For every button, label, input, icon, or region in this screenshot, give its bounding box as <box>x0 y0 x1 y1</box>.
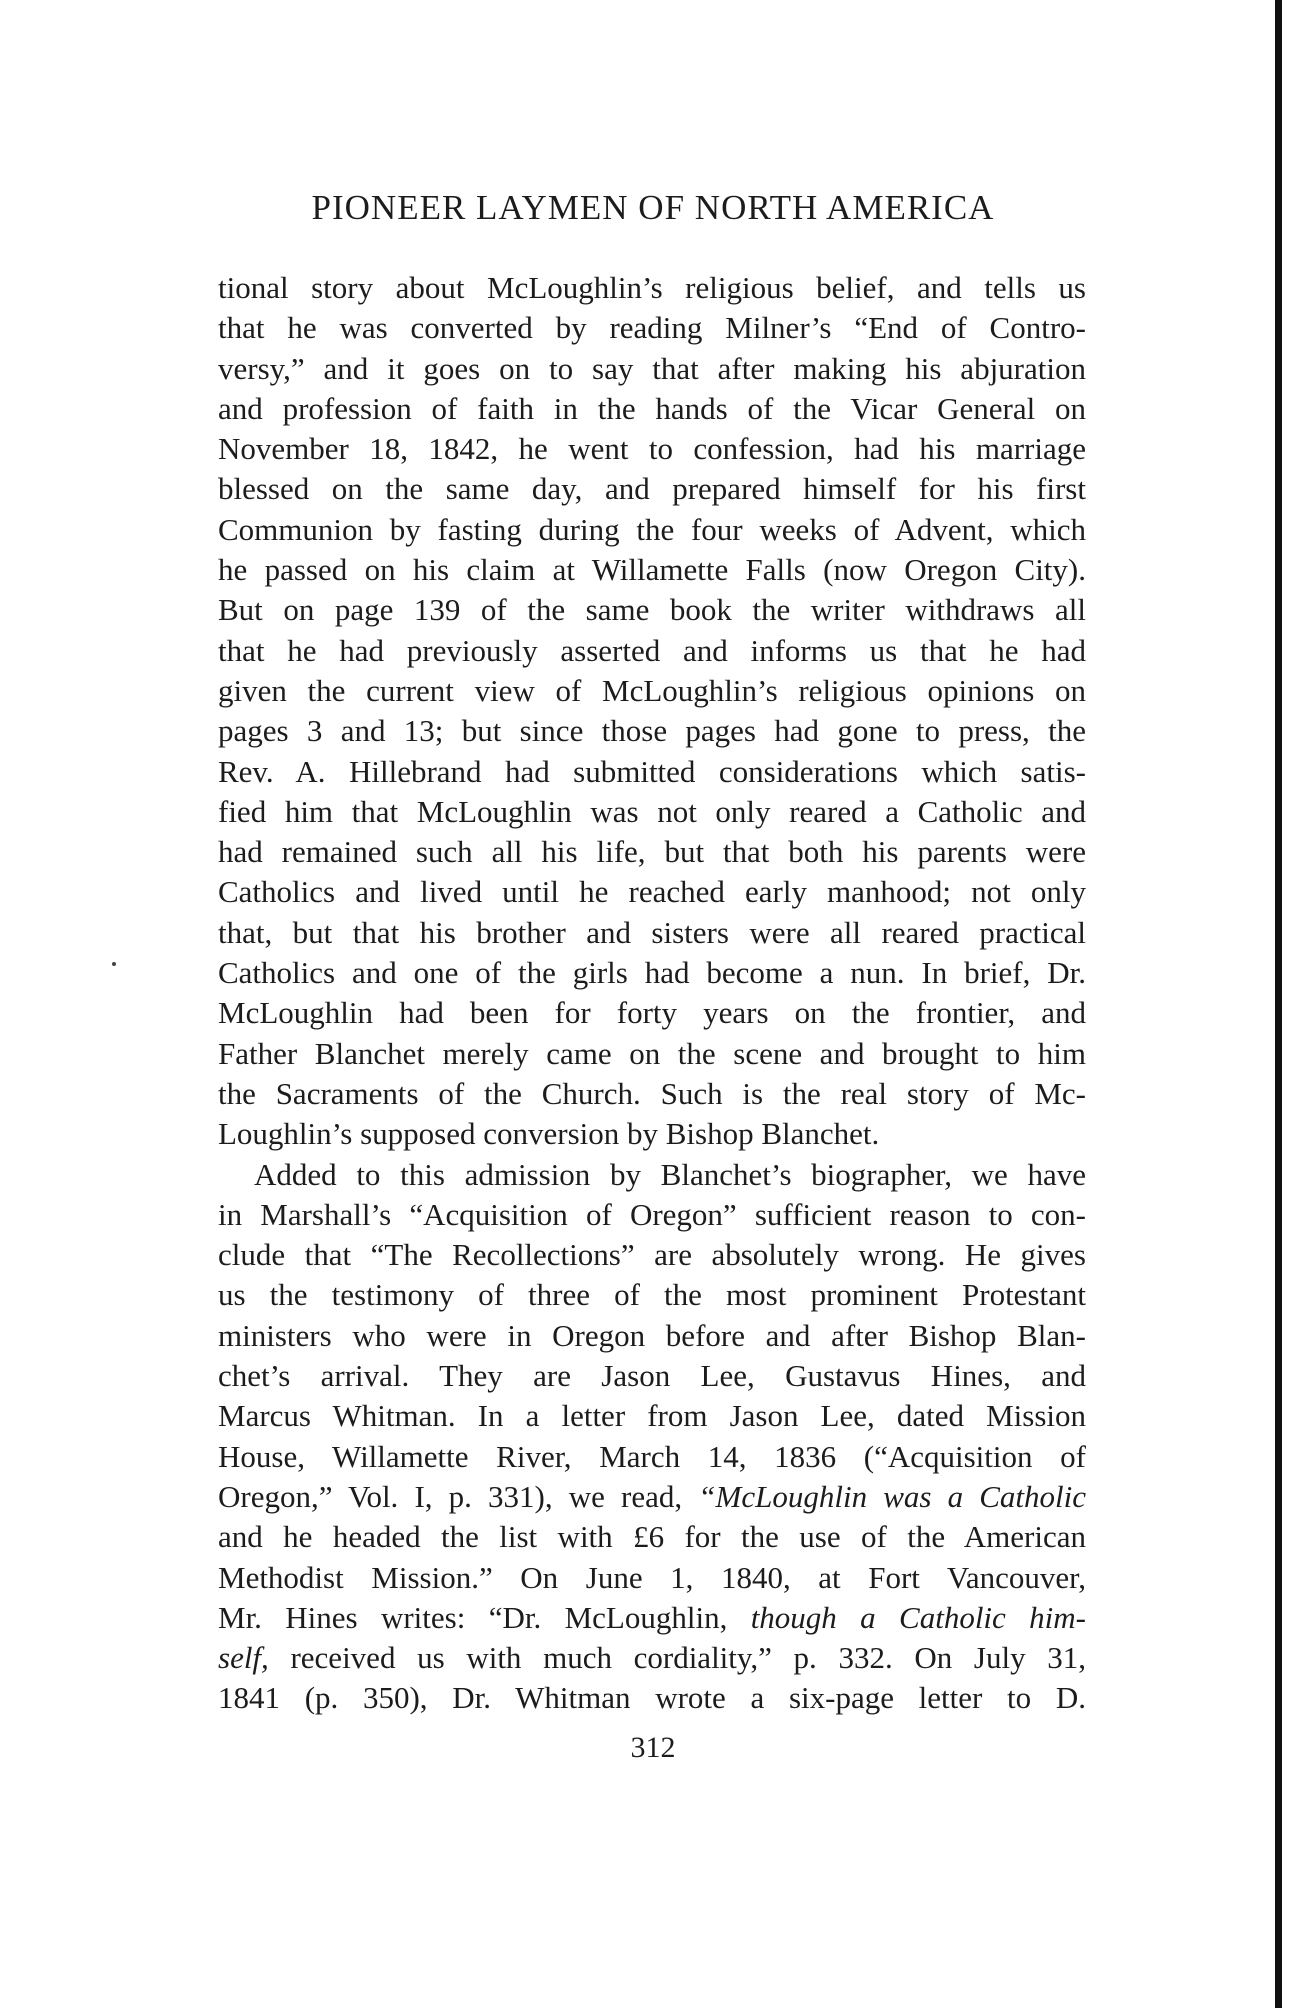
text-line: Added to this admission by Blanchet’s biographer, we have <box>254 1156 1086 1192</box>
line-segment: Mr. Hines writes: “Dr. McLoughlin, <box>218 1599 751 1635</box>
text-line: Methodist Mission.” On June 1, 1840, at Fort Vancouver, <box>218 1559 1086 1595</box>
text-line <box>218 1598 1086 1638</box>
text-line: given the current view of McLoughlin’s religious opinions on <box>218 672 1086 708</box>
text-line: Rev. A. Hillebrand had submitted considerations which satis- <box>218 753 1086 789</box>
text-line: that, but that his brother and sisters were all reared practical <box>218 914 1086 950</box>
text-line: Catholics and one of the girls had become a nun. In brief, Dr. <box>218 955 1086 991</box>
text-line: 1841 (p. 350), Dr. Whitman wrote a six-page letter to D. <box>218 1680 1086 1716</box>
page-edge-shadow <box>1275 0 1282 2008</box>
text-line: blessed on the same day, and prepared himself for his first <box>218 471 1086 507</box>
text-line: and he headed the list with £6 for the use of the American <box>218 1519 1086 1555</box>
text-line: ministers who were in Oregon before and after Bishop Blan- <box>218 1317 1086 1353</box>
text-line: Catholics and lived until he reached early manhood; not only <box>218 874 1086 910</box>
text-line: tional story about McLoughlin’s religious belief, and tells us <box>218 270 1086 305</box>
line-segment: received us with much cordiality,” p. 332. On July 31, <box>268 1640 1086 1676</box>
text-line: he passed on his claim at Willamette Falls (now Oregon City). <box>218 552 1086 588</box>
text-line <box>218 1638 1086 1678</box>
text-line: pages 3 and 13; but since those pages had gone to press, the <box>218 713 1086 749</box>
text-line: and profession of faith in the hands of the Vicar General on <box>218 390 1086 426</box>
text-line: But on page 139 of the same book the writer withdraws all <box>218 592 1086 628</box>
italic-quotation: “McLoughlin was a Catholic <box>698 1478 1086 1514</box>
italic-quotation: though a Catholic him- <box>750 1599 1086 1635</box>
body-text <box>218 268 1086 1719</box>
text-line: the Sacraments of the Church. Such is the real story of Mc- <box>218 1075 1086 1111</box>
text-line: McLoughlin had been for forty years on the frontier, and <box>218 995 1086 1031</box>
text-line: Father Blanchet merely came on the scene and brought to him <box>218 1035 1086 1071</box>
italic-quotation: self, <box>218 1640 269 1676</box>
page-number: 312 <box>630 1731 676 1764</box>
running-head: PIONEER LAYMEN OF NORTH AMERICA <box>311 188 995 227</box>
text-line: had remained such all his life, but that both his parents were <box>218 834 1086 870</box>
text-line: Marcus Whitman. In a letter from Jason Lee, dated Mission <box>218 1398 1086 1434</box>
text-line: Communion by fasting during the four weeks of Advent, which <box>218 511 1086 547</box>
text-line: that he was converted by reading Milner’s “End of Contro- <box>218 310 1086 346</box>
text-line: Loughlin’s supposed conversion by Bishop Blanchet. <box>218 1116 880 1152</box>
line-segment: Oregon,” Vol. I, p. 331), we read, <box>218 1478 699 1514</box>
text-line: that he had previously asserted and informs us that he had <box>218 632 1086 668</box>
text-line: in Marshall’s “Acquisition of Oregon” sufficient reason to con- <box>218 1196 1086 1232</box>
text-line: November 18, 1842, he went to confession, had his marriage <box>218 431 1086 467</box>
text-line: us the testimony of three of the most prominent Protestant <box>218 1277 1086 1313</box>
print-speck <box>112 962 116 966</box>
text-line: chet’s arrival. They are Jason Lee, Gustavus Hines, and <box>218 1358 1086 1394</box>
text-line: House, Willamette River, March 14, 1836 (“Acquisition of <box>218 1438 1086 1474</box>
text-line: versy,” and it goes on to say that after making his abjuration <box>218 350 1086 386</box>
text-line: clude that “The Recollections” are absolutely wrong. He gives <box>218 1237 1086 1273</box>
text-line: fied him that McLoughlin was not only reared a Catholic and <box>218 793 1086 829</box>
text-line <box>218 1477 1086 1517</box>
